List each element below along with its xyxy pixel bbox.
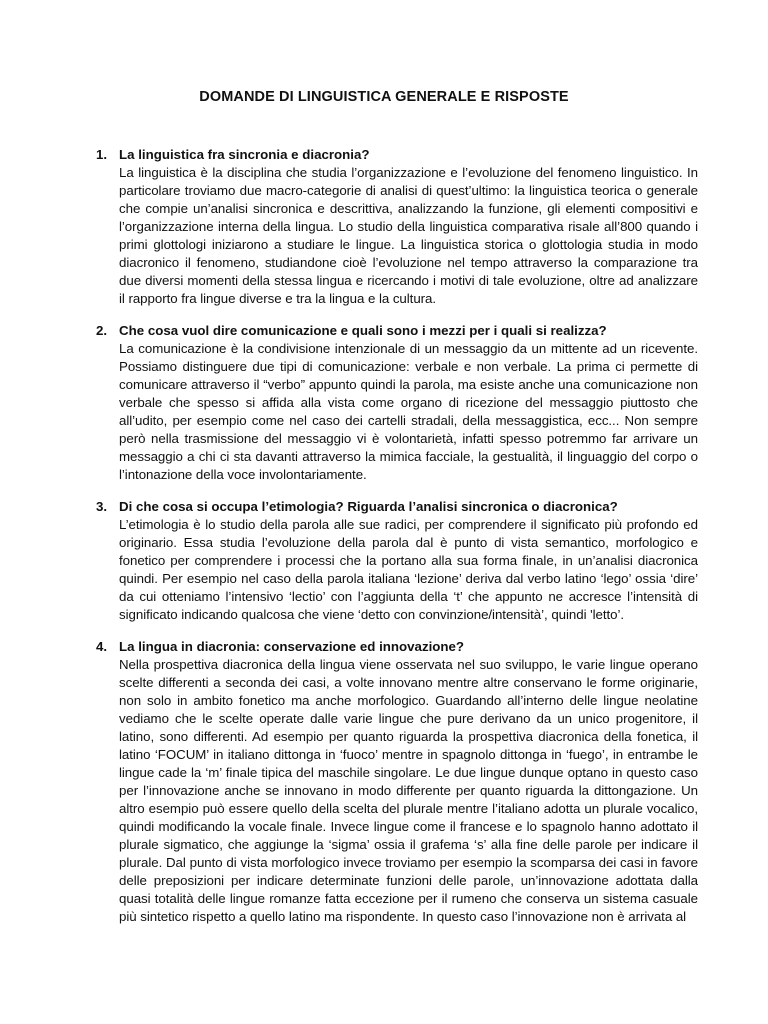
list-item <box>96 322 698 484</box>
item-answer: L’etimologia è lo studio della parola alle sue radici, per comprendere il significato più profondo ed originario. Essa studia l’evoluzione della parola dal è punto di vista semantico, morfologico e fonetico per comprendere i processi che la portano alla sua forma finale, in un’analisi diacronica quindi. Per esempio nel caso della parola italiana ‘lezione’ deriva dal verbo latino ‘lego’ ossia ‘dire’ da cui otteniamo l’intensivo ‘lectio’ con l’aggiunta della ‘t’ che appunto ne accresce l’intensità di significato indicando qualcosa che viene ‘detto con convinzione/intensità’, quindi 'letto’. <box>119 517 698 622</box>
item-question: Di che cosa si occupa l’etimologia? Riguarda l’analisi sincronica o diacronica? <box>119 499 618 514</box>
item-answer: La linguistica è la disciplina che studia l’organizzazione e l’evoluzione del fenomeno linguistico. In particolare troviamo due macro-categorie di analisi di quest’ultimo: la linguistica teorica o generale che compie un’analisi sincronica e descrittiva, analizzando la funzione, gli elementi compositivi e l’organizzazione interna della lingua. Lo studio della linguistica comparativa risale all’800 quando i primi glottologi iniziarono a studiare le lingue. La linguistica storica o glottologia studia in modo diacronico il fenomeno, studiandone cioè l’evoluzione nel tempo attraverso la comparazione tra due diversi momenti della stessa lingua e ricercando i motivi di tale evoluzione, oltre ad analizzare il rapporto fra lingue diverse e tra la lingua e la cultura. <box>119 165 698 306</box>
list-item <box>96 638 698 926</box>
item-number: 3. <box>96 499 108 514</box>
item-number: 2. <box>96 323 108 338</box>
list-item <box>96 498 698 624</box>
item-number: 1. <box>96 147 108 162</box>
item-question: Che cosa vuol dire comunicazione e quali sono i mezzi per i quali si realizza? <box>119 323 607 338</box>
item-question: La linguistica fra sincronia e diacronia? <box>119 147 370 162</box>
item-question: La lingua in diacronia: conservazione ed innovazione? <box>119 639 465 654</box>
item-answer: La comunicazione è la condivisione intenzionale di un messaggio da un mittente ad un ricevente. Possiamo distinguere due tipi di comunicazione: verbale e non verbale. La prima ci permette di comunicare attraverso il “verbo” appunto quindi la parola, ma esiste anche una comunicazione non verbale che spesso si affida alla vista come organo di ricezione del messaggio piuttosto che all’udito, per esempio come nel caso dei cartelli stradali, della messaggistica, ecc... Non sempre però nella trasmissione del messaggio vi è volontarietà, infatti spesso potremmo far arrivare un messaggio a chi ci sta davanti attraverso la mimica facciale, la gestualità, il linguaggio del corpo o l’intonazione della voce involontariamente. <box>119 341 698 482</box>
document-title: DOMANDE DI LINGUISTICA GENERALE E RISPOSTE <box>199 89 569 105</box>
item-answer: Nella prospettiva diacronica della lingua viene osservata nel suo sviluppo, le varie lingue operano scelte differenti a seconda dei casi, a volte innovano mentre altre conservano le forme originarie, non solo in ambito fonetico ma anche morfologico. Guardando all’interno delle lingue neolatine vediamo che le scelte operate dalle varie lingue che pure derivano da un unico progenitore, il latino, sono differenti. Ad esempio per quanto riguarda la prospettiva diacronica della fonetica, il latino ‘FOCUM’ in italiano dittonga in ‘fuoco’ mentre in spagnolo dittonga in ‘fuego’, in entrambe le lingue cade la ‘m’ finale tipica del maschile singolare. Le due lingue dunque optano in questo caso per l’innovazione anche se innovano in modo differente per quanto riguarda la dittongazione. Un altro esempio può essere quello della scelta del plurale mentre l’italiano adotta un plurale vocalico, quindi modificando la vocale finale. Invece lingue come il francese e lo spagnolo hanno adottato il plurale sigmatico, che aggiunge la ‘sigma’ ossia il grafema ‘s’ alla fine delle parole per indicare il plurale. Dal punto di vista morfologico invece troviamo per esempio la scomparsa dei casi in favore delle preposizioni per indicare determinate funzioni delle parole, un’innovazione adottata dalla quasi totalità delle lingue romanze fatta eccezione per il rumeno che conserva un sistema casuale più sintetico rispetto a quello latino ma rispondente. In questo caso l’innovazione non è arrivata al <box>119 657 698 924</box>
item-number: 4. <box>96 639 108 654</box>
list-item <box>96 146 698 308</box>
